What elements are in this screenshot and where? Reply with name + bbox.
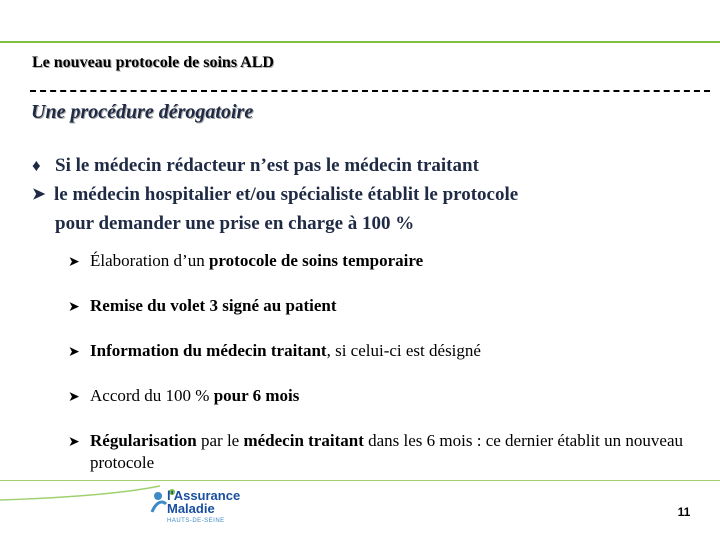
top-accent-line: [0, 41, 720, 43]
item-bold-part: Régularisation: [90, 431, 197, 450]
intro-line-2: [32, 180, 518, 209]
item-bold-part: Remise du volet 3 signé au patient: [90, 296, 337, 315]
slide-subtitle: Une procédure dérogatoire: [31, 101, 254, 123]
item-bold-part: médecin traitant: [243, 431, 364, 450]
page-number: 11: [677, 505, 691, 519]
item-bold-part: pour 6 mois: [213, 386, 300, 405]
intro-text-2: le médecin hospitalier et/ou spécialiste établit le protocole: [54, 184, 519, 205]
intro-text-3: pour demander une prise en charge à 100 %: [55, 213, 415, 234]
intro-line-1: [32, 151, 518, 180]
list-item: [68, 295, 708, 319]
footer-swoosh: [0, 480, 720, 540]
slide-header-title: Le nouveau protocole de soins ALD: [32, 54, 274, 71]
item-text-part: dans les 6 mois : ce dernier établit un nouveau protocole: [90, 431, 683, 472]
list-item: [68, 340, 708, 364]
arrowhead-icon: ➤: [68, 300, 80, 315]
logo-line-2: Maladie: [167, 501, 215, 516]
item-text-part: Accord du 100 %: [90, 386, 214, 405]
list-item: [68, 385, 708, 409]
arrowhead-icon: ➤: [68, 255, 80, 270]
list-item-text: [90, 430, 708, 474]
logo-line-3: HAUTS-DE-SEINE: [167, 518, 225, 524]
list-item: [68, 250, 708, 274]
list-item-text: [90, 385, 299, 407]
arrowhead-icon: ➤: [68, 390, 80, 405]
list-item: [68, 430, 708, 474]
intro-line-3: [32, 209, 518, 238]
logo-text: [167, 489, 240, 528]
intro-block: [32, 151, 518, 238]
dashed-divider: [30, 90, 710, 92]
item-text-part: , si celui-ci est désigné: [326, 341, 481, 360]
list-item-text: [90, 250, 423, 272]
arrowhead-icon: ➤: [68, 345, 80, 360]
arrowhead-icon: ➤: [68, 435, 80, 450]
arrowhead-icon: ➤: [32, 186, 46, 203]
list-item-text: [90, 340, 481, 362]
item-bold-part: protocole de soins temporaire: [208, 251, 424, 270]
intro-text-1: Si le médecin rédacteur n’est pas le médecin traitant: [55, 155, 479, 176]
logo-line-1: l'Assurance: [167, 488, 241, 503]
diamond-icon: ♦: [32, 156, 41, 175]
item-bold-part: Information du médecin traitant: [90, 341, 327, 360]
sub-list: [68, 250, 708, 474]
item-text-part: Élaboration d’un: [90, 251, 209, 270]
list-item-text: [90, 295, 337, 317]
item-text-part: par le: [196, 431, 244, 450]
